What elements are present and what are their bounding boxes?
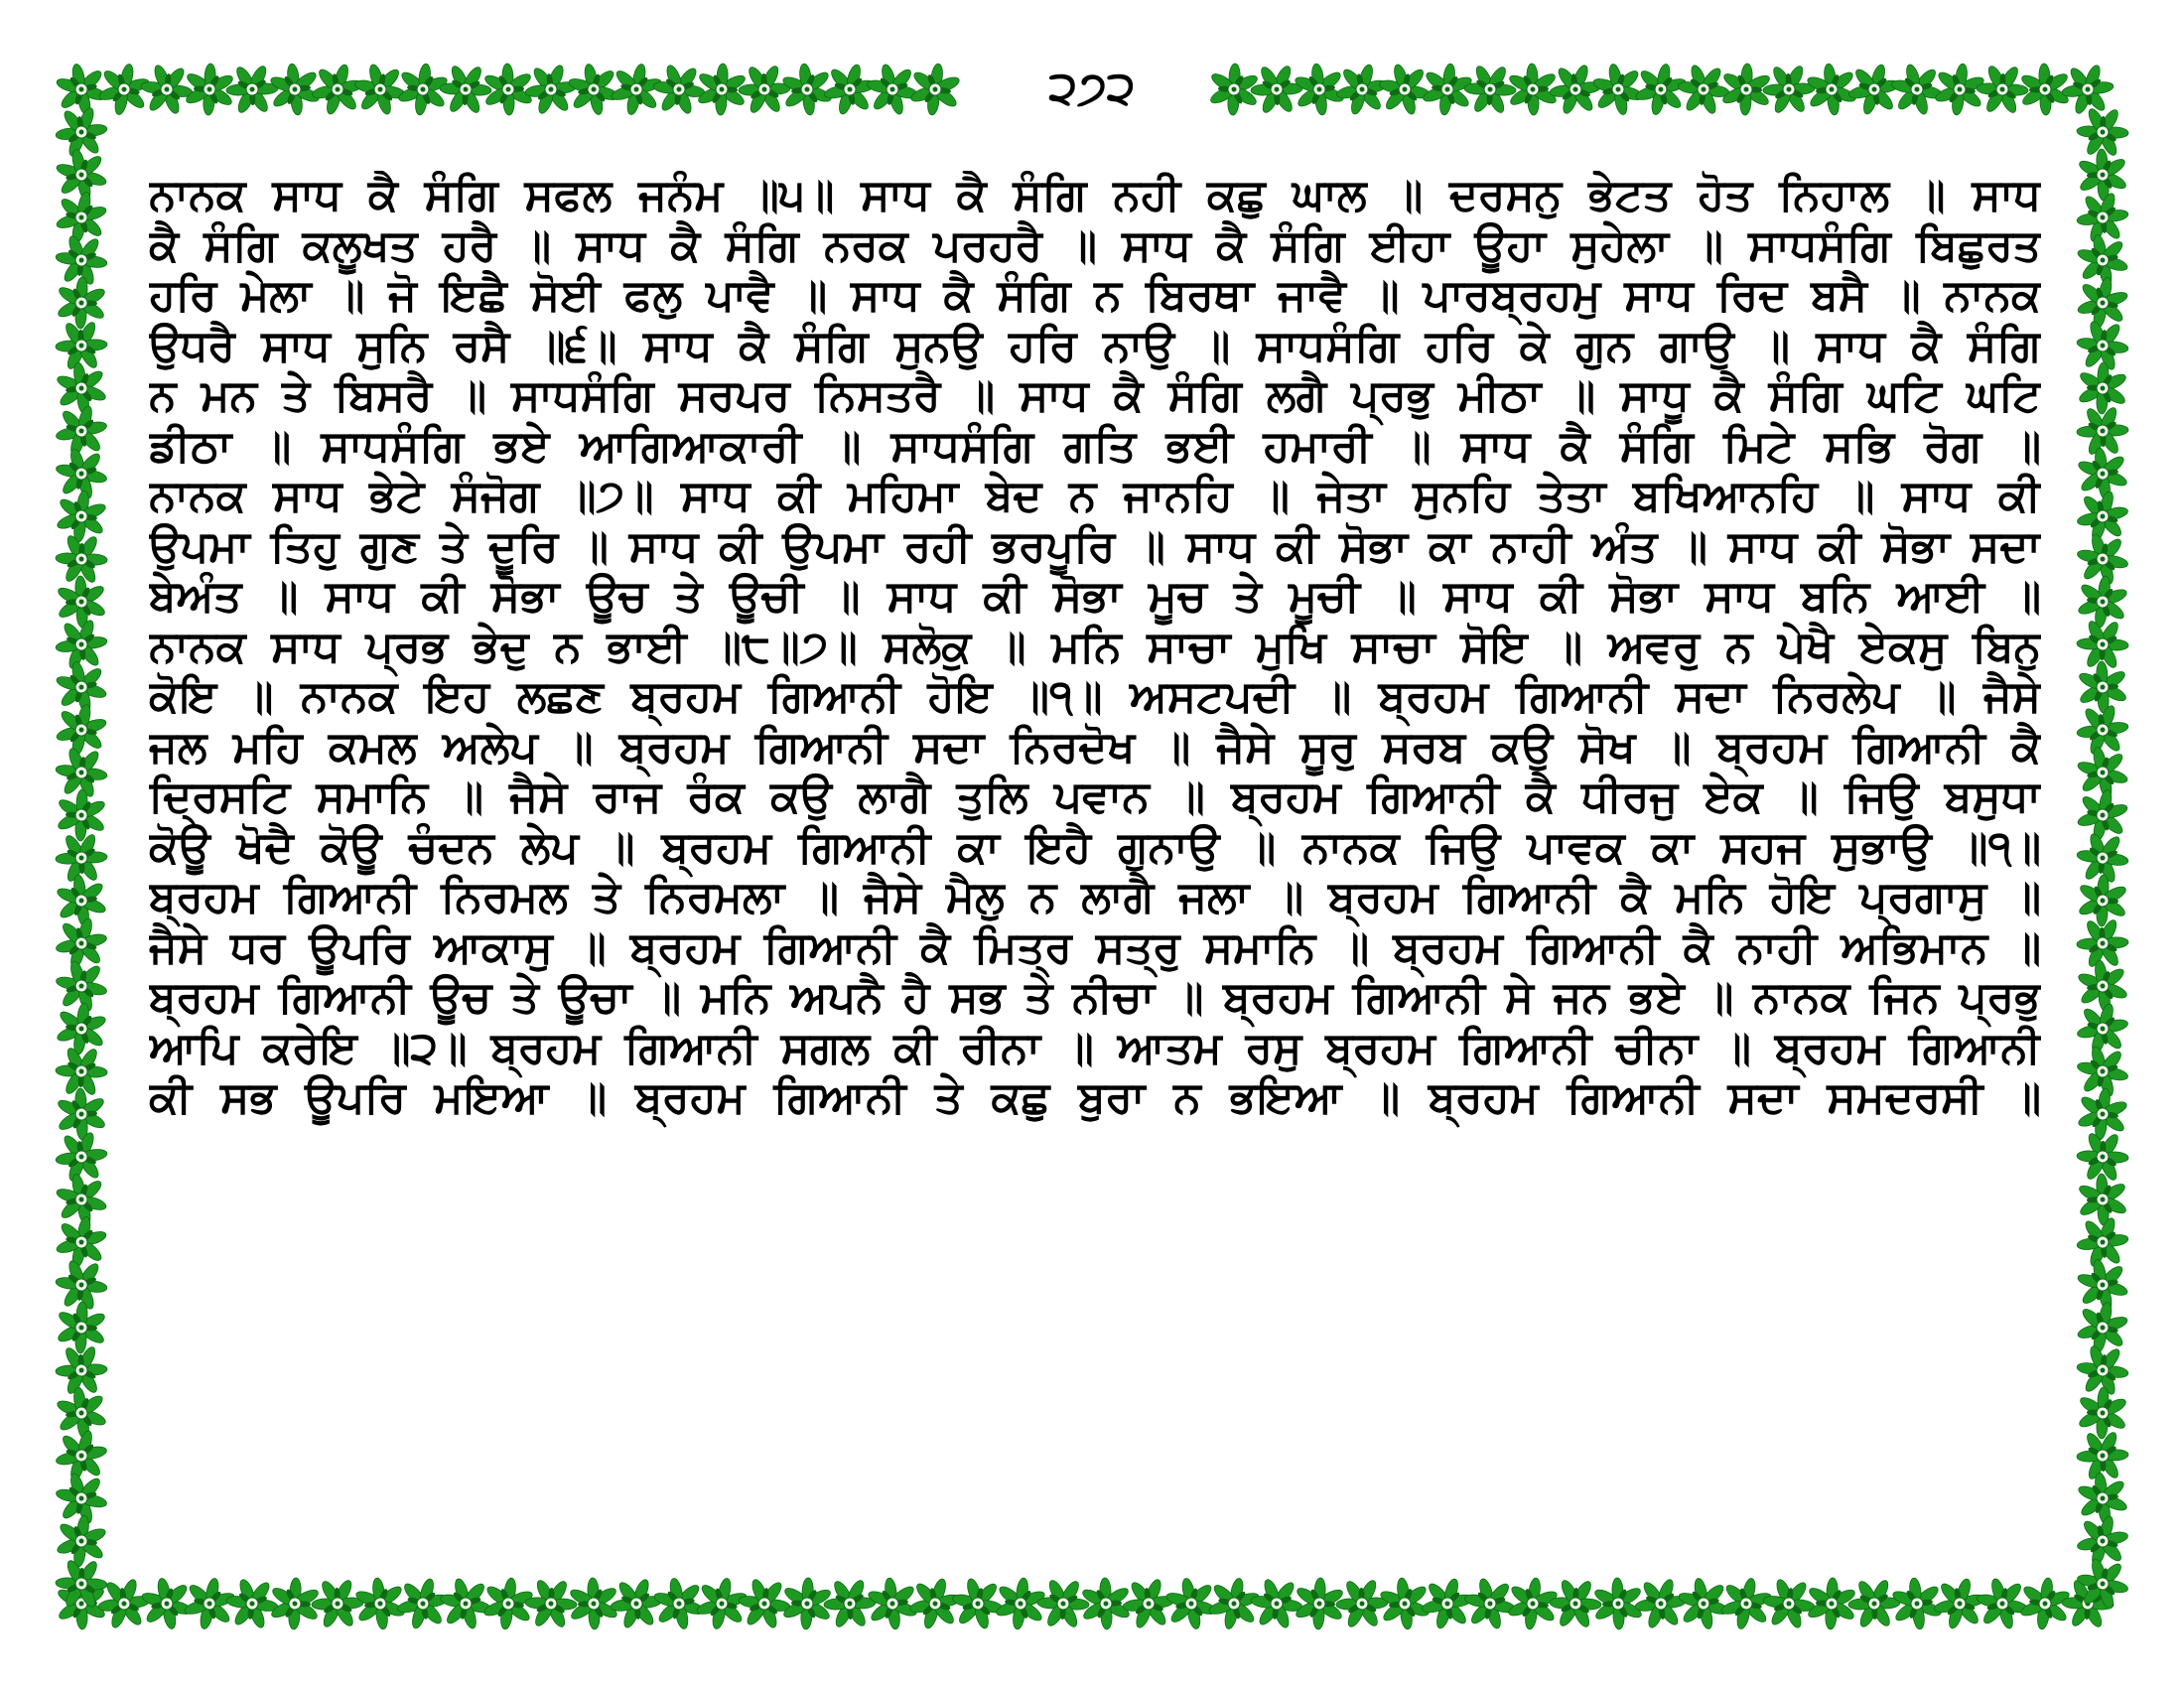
- flower-icon: [47, 780, 117, 851]
- flower-icon: [1036, 1578, 1090, 1630]
- flower-icon: [2074, 1470, 2130, 1527]
- flower-icon: [1335, 1578, 1389, 1630]
- flower-icon: [815, 1569, 886, 1639]
- flower-icon: [2068, 141, 2136, 210]
- flower-icon: [2067, 652, 2137, 723]
- text-line: ਜੈਸੇ ਧਰ ਊਪਰਿ ਆਕਾਸੁ ॥ ਬ੍ਰਹਮ ਗਿਆਨੀ ਕੈ ਮਿਤ੍ਰ ਸਤ੍ਰੁ ਸਮਾਨਿ ॥ ਬ੍ਰਹਮ ਗਿਆਨੀ ਕੈ ਨਾਹੀ ਅਭਿਮਾਨ ॥: [149, 921, 2041, 973]
- text-line: ਬ੍ਰਹਮ ਗਿਆਨੀ ਨਿਰਮਲ ਤੇ ਨਿਰਮਲਾ ॥ ਜੈਸੇ ਮੈਲੁ ਨ ਲਾਗੈ ਜਲਾ ॥ ਬ੍ਰਹਮ ਗਿਆਨੀ ਕੈ ਮਨਿ ਹੋਇ ਪ੍ਰਗਾਸੁ ॥: [149, 872, 2041, 922]
- text-line: ਬੇਅੰਤ ॥ ਸਾਧ ਕੀ ਸੋਭਾ ਊਚ ਤੇ ਊਚੀ ॥ ਸਾਧ ਕੀ ਸੋਭਾ ਮੂਚ ਤੇ ਮੂਚੀ ॥ ਸਾਧ ਕੀ ਸੋਭਾ ਸਾਧ ਬਨਿ ਆਈ ॥: [149, 571, 2041, 622]
- text-line: ਨ ਮਨ ਤੇ ਬਿਸਰੈ ॥ ਸਾਧਸੰਗਿ ਸਰਪਰ ਨਿਸਤਰੈ ॥ ਸਾਧ ਕੈ ਸੰਗਿ ਲਗੈ ਪ੍ਰਭੁ ਮੀਠਾ ॥ ਸਾਧੂ ਕੈ ਸੰਗਿ ਘਟਿ ਘਟਿ: [149, 370, 2041, 421]
- flower-icon: [439, 64, 492, 116]
- flower-icon: [2075, 573, 2131, 631]
- flower-icon: [738, 64, 791, 116]
- flower-icon: [219, 1570, 285, 1636]
- flower-icon: [517, 1569, 586, 1637]
- flower-icon: [138, 61, 196, 117]
- flower-icon: [2068, 1378, 2138, 1449]
- text-line: ਡੀਠਾ ॥ ਸਾਧਸੰਗਿ ਭਏ ਆਗਿਆਕਾਰੀ ॥ ਸਾਧਸੰਗਿ ਗਤਿ ਭਈ ਹਮਾਰੀ ॥ ਸਾਧ ਕੈ ਸੰਗਿ ਮਿਟੇ ਸਭਿ ਰੋਗ ॥: [149, 420, 2041, 472]
- flower-icon: [54, 1512, 110, 1570]
- flower-icon: [1756, 1570, 1822, 1636]
- flower-icon: [604, 1570, 670, 1636]
- flower-icon: [52, 1211, 111, 1273]
- flower-icon: [1976, 64, 2029, 116]
- flower-icon: [2077, 1173, 2129, 1226]
- scripture-text: [149, 171, 2041, 1531]
- flower-icon: [1841, 1569, 1909, 1638]
- flower-icon: [2068, 354, 2137, 423]
- flower-icon: [1675, 61, 1732, 117]
- flower-icon: [53, 103, 110, 160]
- text-line: ਦ੍ਰਿਸਟਿ ਸਮਾਨਿ ॥ ਜੈਸੇ ਰਾਜ ਰੰਕ ਕਉ ਲਾਗੈ ਤੁਲਿ ਪਵਾਨ ॥ ਬ੍ਰਹਮ ਗਿਆਨੀ ਕੈ ਧੀਰਜੁ ਏਕ ॥ ਜਿਉ ਬਸੁਧਾ: [149, 772, 2041, 822]
- flower-icon: [1243, 55, 1311, 124]
- text-line: ਆਪਿ ਕਰੇਇ ॥੨॥ ਬ੍ਰਹਮ ਗਿਆਨੀ ਸਗਲ ਕੀ ਰੀਨਾ ॥ ਆਤਮ ਰਸੁ ਬ੍ਰਹਮ ਗਿਆਨੀ ਚੀਨਾ ॥ ਬ੍ਰਹਮ ਗਿਆਨੀ: [149, 1022, 2041, 1073]
- flower-icon: [2069, 441, 2135, 506]
- text-line: ਉਧਰੈ ਸਾਧ ਸੁਨਿ ਰਸੈ ॥੬॥ ਸਾਧ ਕੈ ਸੰਗਿ ਸੁਨਉ ਹਰਿ ਨਾਉ ॥ ਸਾਧਸੰਗਿ ਹਰਿ ਕੇ ਗੁਨ ਗਾਉ ॥ ਸਾਧ ਕੈ ਸੰਗਿ: [149, 320, 2041, 371]
- flower-icon: [304, 1569, 372, 1638]
- text-line: ਕੋਇ ॥ ਨਾਨਕ ਇਹ ਲਛਣ ਬ੍ਰਹਮ ਗਿਆਨੀ ਹੋਇ ॥੧॥ ਅਸਟਪਦੀ ॥ ਬ੍ਰਹਮ ਗਿਆਨੀ ਸਦਾ ਨਿਰਲੇਪ ॥ ਜੈਸੇ: [149, 671, 2041, 722]
- flower-icon: [2077, 874, 2129, 927]
- flower-icon: [48, 996, 114, 1062]
- text-line: ਜਲ ਮਹਿ ਕਮਲ ਅਲੇਪ ॥ ਬ੍ਰਹਮ ਗਿਆਨੀ ਸਦਾ ਨਿਰਦੋਖ ॥ ਜੈਸੇ ਸੂਰੁ ਸਰਬ ਕਉ ਸੋਖ ॥ ਬ੍ਰਹਮ ਗਿਆਨੀ ਕੈ: [149, 721, 2041, 773]
- flower-icon: [217, 55, 288, 125]
- page-number: ੨੭੨: [1048, 61, 1136, 114]
- text-line: ਕੀ ਸਭ ਊਪਰਿ ਮਇਆ ॥ ਬ੍ਰਹਮ ਗਿਆਨੀ ਤੇ ਕਛੁ ਬੁਰਾ ਨ ਭਇਆ ॥ ਬ੍ਰਹਮ ਗਿਆਨੀ ਸਦਾ ਸਮਦਰਸੀ ॥: [149, 1072, 2041, 1123]
- flower-icon: [56, 575, 108, 629]
- flower-icon: [56, 276, 108, 330]
- flower-icon: [1754, 55, 1825, 125]
- text-line: ਬ੍ਰਹਮ ਗਿਆਨੀ ਊਚ ਤੇ ਊਚਾ ॥ ਮਨਿ ਅਪਨੈ ਹੈ ਸਭ ਤੇ ਨੀਚਾ ॥ ਬ੍ਰਹਮ ਗਿਆਨੀ ਸੇ ਜਨ ਭਏ ॥ ਨਾਨਕ ਜਿਨ ਪ੍ਰਭੁ: [149, 972, 2041, 1023]
- flower-icon: [736, 1575, 793, 1631]
- flower-icon: [47, 1294, 116, 1362]
- text-line: ਨਾਨਕ ਸਾਧ ਭੇਟੇ ਸੰਜੋਗ ॥੭॥ ਸਾਧ ਕੀ ਮਹਿਮਾ ਬੇਦ ਨ ਜਾਨਹਿ ॥ ਜੇਤਾ ਸੁਨਹਿ ਤੇਤਾ ਬਖਿਆਨਹਿ ॥ ਸਾਧ ਕੀ: [149, 471, 2041, 521]
- flower-icon: [48, 1380, 114, 1446]
- flower-icon: [53, 872, 109, 929]
- text-line: ਨਾਨਕ ਸਾਧ ਪ੍ਰਭ ਭੇਦੁ ਨ ਭਾਈ ॥੮॥੭॥ ਸਲੋਕੁ ॥ ਮਨਿ ਸਾਚਾ ਮੁਖਿ ਸਾਚਾ ਸੋਇ ॥ ਅਵਰੁ ਨ ਪੇਖੈ ਏਕਸੁ ਬਿਨੁ: [149, 621, 2041, 672]
- text-line: ਹਰਿ ਮੇਲਾ ॥ ਜੋ ਇਛੈ ਸੋਈ ਫਲੁ ਪਾਵੈ ॥ ਸਾਧ ਕੈ ਸੰਗਿ ਨ ਬਿਰਥਾ ਜਾਵੈ ॥ ਪਾਰਬ੍ਰਹਮੁ ਸਾਧ ਰਿਦ ਬਸੈ ॥ ਨਾਨਕ: [149, 270, 2041, 321]
- flower-icon: [1543, 56, 1609, 122]
- flower-icon: [1632, 1576, 1690, 1632]
- flower-icon: [1541, 1568, 1611, 1638]
- text-line: ਨਾਨਕ ਸਾਧ ਕੈ ਸੰਗਿ ਸਫਲ ਜਨੰਮ ॥੫॥ ਸਾਧ ਕੈ ਸੰਗਿ ਨਹੀ ਕਛੁ ਘਾਲ ॥ ਦਰਸਨੁ ਭੇਟਤ ਹੋਤ ਨਿਹਾਲ ॥ ਸਾਧ: [149, 171, 2041, 220]
- text-line: ਕੈ ਸੰਗਿ ਕਲੂਖਤ ਹਰੈ ॥ ਸਾਧ ਕੈ ਸੰਗਿ ਨਰਕ ਪਰਹਰੈ ॥ ਸਾਧ ਕੈ ਸੰਗਿ ਈਹਾ ਊਹਾ ਸੁਹੇਲਾ ॥ ਸਾਧਸੰਗਿ ਬਿਛੁਰਤ: [149, 219, 2041, 271]
- flower-icon: [906, 61, 963, 118]
- flower-icon: [2073, 272, 2132, 334]
- text-line: ਕੋਊ ਖੋਦੈ ਕੋਊ ਚੰਦਨ ਲੇਪ ॥ ਬ੍ਰਹਮ ਗਿਆਨੀ ਕਾ ਇਹੈ ਗੁਨਾਉ ॥ ਨਾਨਕ ਜਿਉ ਪਾਵਕ ਕਾ ਸਹਜ ਸੁਭਾਉ ॥੧॥: [149, 821, 2041, 873]
- flower-icon: [1456, 55, 1525, 123]
- flower-icon: [47, 1080, 115, 1149]
- text-line: ਉਪਮਾ ਤਿਹੁ ਗੁਣ ਤੇ ਦੂਰਿ ॥ ਸਾਧ ਕੀ ਉਪਮਾ ਰਹੀ ਭਰਪੂਰਿ ॥ ਸਾਧ ਕੀ ਸੋਭਾ ਕਾ ਨਾਹੀ ਅੰਤ ॥ ਸਾਧ ਕੀ ਸੋਭਾ ਸਦਾ: [149, 520, 2041, 572]
